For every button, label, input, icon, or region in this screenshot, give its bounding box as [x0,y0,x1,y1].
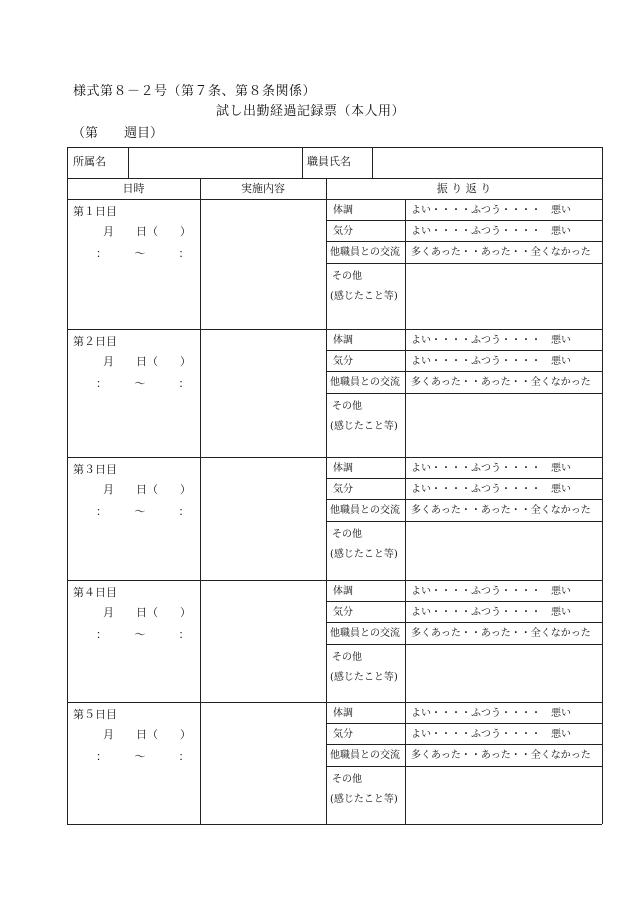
day-4-mood-label: 気分 [333,607,353,618]
table-bottom-border [67,824,602,825]
day-5-row-line-2 [326,744,602,745]
day-1-date[interactable]: 月 日（ ） [103,225,191,238]
info-row-bottom-border [67,178,602,179]
day-3-other-note: (感じたこと等) [330,549,398,560]
day-5-date[interactable]: 月 日（ ） [103,728,191,741]
day-4-mood-scale[interactable]: よい・・・・ふつう・・・・ 悪い [411,607,571,618]
day-3-label: 第３日目 [73,463,117,476]
day-2-mood-label: 気分 [333,356,353,367]
day-3-time[interactable]: ： ～ ： [96,505,190,518]
day-1-row-line-1 [326,220,602,221]
day-2-condition-label: 体調 [333,335,353,346]
week-label: （第 週目） [72,126,164,141]
document-title: 試し出勤経過記録票（本人用） [216,104,406,119]
day-3-top-border [67,457,602,458]
day-2-interaction-label: 他職員との交流 [330,377,400,388]
day-1-interaction-label: 他職員との交流 [330,247,400,258]
day-3-mood-label: 気分 [333,484,353,495]
column-header-reflection: 振 り 返 り [436,182,492,195]
day-2-label: 第２日目 [73,335,117,348]
day-4-time[interactable]: ： ～ ： [96,628,190,641]
name-field[interactable] [373,148,601,177]
info-divider-2 [302,147,303,178]
affiliation-label: 所属名 [73,155,106,168]
day-5-interaction-label: 他職員との交流 [330,750,400,761]
day-2-row-line-2 [326,371,602,372]
day-5-row-line-1 [326,723,602,724]
day-2-condition-scale[interactable]: よい・・・・ふつう・・・・ 悪い [411,335,571,346]
day-3-other-label: その他 [332,529,362,540]
name-label: 職員氏名 [307,155,351,168]
day-2-time[interactable]: ： ～ ： [96,377,190,390]
day-4-other-field[interactable] [406,645,601,701]
day-5-mood-scale[interactable]: よい・・・・ふつう・・・・ 悪い [411,729,571,740]
day-4-row-line-2 [326,622,602,623]
day-3-other-field[interactable] [406,522,601,579]
day-4-other-note: (感じたこと等) [330,672,398,683]
table-right-border [602,147,603,824]
day-1-other-note: (感じたこと等) [330,291,398,302]
day-1-condition-scale[interactable]: よい・・・・ふつう・・・・ 悪い [411,205,571,216]
day-4-other-label: その他 [332,652,362,663]
day-4-row-line-1 [326,601,602,602]
day-4-condition-scale[interactable]: よい・・・・ふつう・・・・ 悪い [411,586,571,597]
day-5-label: 第５日目 [73,708,117,721]
day-1-interaction-scale[interactable]: 多くあった・・あった・・全くなかった [411,247,591,258]
day-2-row-line-1 [326,350,602,351]
day-5-other-field[interactable] [406,767,601,823]
day-5-other-note: (感じたこと等) [330,794,398,805]
day-1-time[interactable]: ： ～ ： [96,247,190,260]
day-3-condition-scale[interactable]: よい・・・・ふつう・・・・ 悪い [411,463,571,474]
day-5-interaction-scale[interactable]: 多くあった・・あった・・全くなかった [411,750,591,761]
affiliation-field[interactable] [129,148,301,177]
day-5-condition-scale[interactable]: よい・・・・ふつう・・・・ 悪い [411,708,571,719]
day-4-interaction-scale[interactable]: 多くあった・・あった・・全くなかった [411,628,591,639]
day-2-top-border [67,329,602,330]
day-3-interaction-scale[interactable]: 多くあった・・あった・・全くなかった [411,505,591,516]
day-4-condition-label: 体調 [333,586,353,597]
day-2-content-field[interactable] [201,330,325,456]
day-2-other-field[interactable] [406,394,601,456]
day-1-mood-label: 気分 [333,226,353,237]
day-1-condition-label: 体調 [333,205,353,216]
day-3-content-field[interactable] [201,458,325,579]
day-1-row-line-2 [326,241,602,242]
column-header-content: 実施内容 [241,182,285,195]
day-5-time[interactable]: ： ～ ： [96,750,190,763]
day-1-content-field[interactable] [201,200,325,328]
day-2-other-label: その他 [332,401,362,412]
day-3-date[interactable]: 月 日（ ） [103,483,191,496]
day-1-other-field[interactable] [406,264,601,328]
day-2-mood-scale[interactable]: よい・・・・ふつう・・・・ 悪い [411,356,571,367]
day-1-label: 第１日目 [73,205,117,218]
column-divider-2 [326,178,327,824]
form-number: 様式第８－２号（第７条、第８条関係） [73,84,317,99]
day-3-mood-scale[interactable]: よい・・・・ふつう・・・・ 悪い [411,484,571,495]
day-3-interaction-label: 他職員との交流 [330,505,400,516]
day-1-other-label: その他 [332,271,362,282]
day-2-date[interactable]: 月 日（ ） [103,355,191,368]
day-5-condition-label: 体調 [333,708,353,719]
day-1-mood-scale[interactable]: よい・・・・ふつう・・・・ 悪い [411,226,571,237]
column-header-bottom-border [67,199,602,200]
table-left-border [67,147,68,824]
column-header-datetime: 日時 [122,182,145,195]
day-4-top-border [67,580,602,581]
day-4-interaction-label: 他職員との交流 [330,628,400,639]
day-2-other-note: (感じたこと等) [330,421,398,432]
day-4-content-field[interactable] [201,581,325,701]
day-3-condition-label: 体調 [333,463,353,474]
day-4-date[interactable]: 月 日（ ） [103,606,191,619]
day-2-interaction-scale[interactable]: 多くあった・・あった・・全くなかった [411,377,591,388]
day-5-mood-label: 気分 [333,729,353,740]
day-3-row-line-1 [326,478,602,479]
day-5-content-field[interactable] [201,703,325,823]
day-3-row-line-2 [326,499,602,500]
day-4-label: 第４日目 [73,586,117,599]
day-5-other-label: その他 [332,774,362,785]
day-5-top-border [67,702,602,703]
